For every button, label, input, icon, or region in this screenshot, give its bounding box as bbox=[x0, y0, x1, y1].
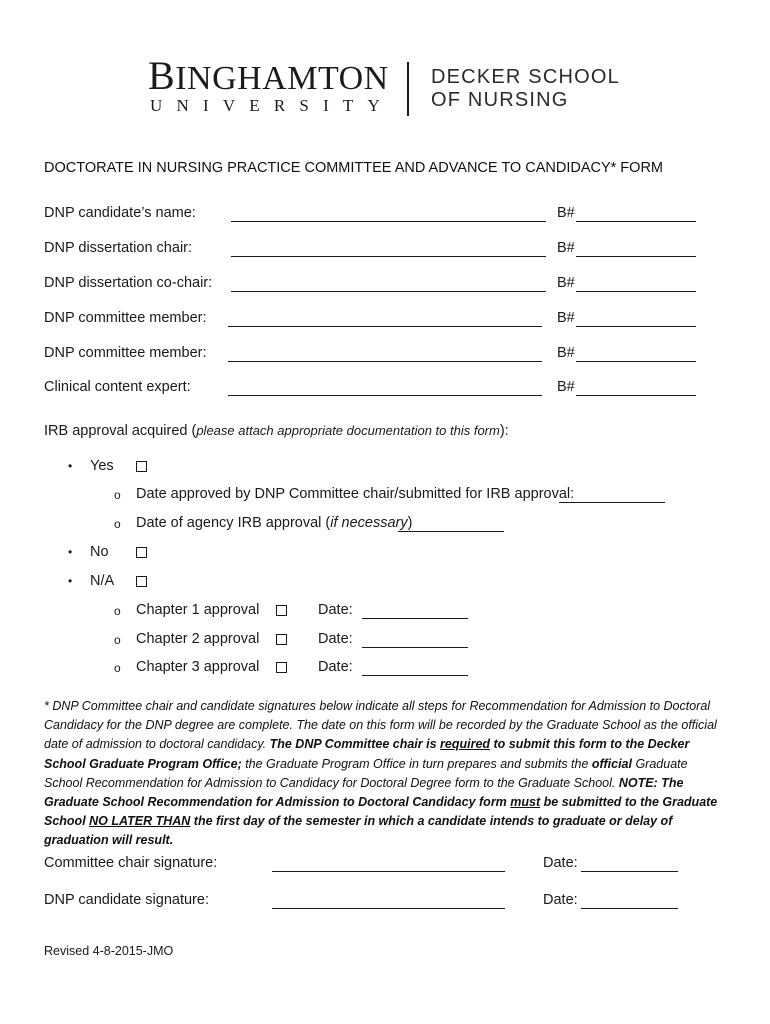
bullet-icon: • bbox=[68, 459, 73, 473]
bnum-label: B# bbox=[557, 275, 575, 291]
chapter-2-checkbox[interactable] bbox=[276, 634, 287, 645]
agency-irb-date-label: Date of agency IRB approval (if necessary) bbox=[136, 515, 413, 531]
clinical-expert-bnum-line[interactable] bbox=[576, 395, 696, 396]
sub-bullet-icon: o bbox=[114, 604, 121, 618]
candidate-date-line[interactable] bbox=[581, 908, 678, 909]
committee-member-2-bnum-line[interactable] bbox=[576, 361, 696, 362]
committee-member-1-bnum-line[interactable] bbox=[576, 326, 696, 327]
field-label-committee-member-1: DNP committee member: bbox=[44, 310, 207, 326]
committee-member-2-line[interactable] bbox=[228, 361, 542, 362]
candidate-bnum-line[interactable] bbox=[576, 221, 696, 222]
option-no-label: No bbox=[90, 544, 109, 560]
field-label-committee-member-2: DNP committee member: bbox=[44, 345, 207, 361]
field-label-candidate-name: DNP candidate’s name: bbox=[44, 205, 196, 221]
dissertation-chair-bnum-line[interactable] bbox=[576, 256, 696, 257]
field-label-clinical-expert: Clinical content expert: bbox=[44, 379, 191, 395]
na-checkbox[interactable] bbox=[136, 576, 147, 587]
school-name: DECKER SCHOOL OF NURSING bbox=[431, 66, 620, 111]
bullet-icon: • bbox=[68, 545, 73, 559]
bnum-label: B# bbox=[557, 240, 575, 256]
option-na-label: N/A bbox=[90, 573, 115, 589]
irb-heading: IRB approval acquired (please attach appropriate documentation to this form): bbox=[44, 423, 509, 439]
bnum-label: B# bbox=[557, 379, 575, 395]
yes-checkbox[interactable] bbox=[136, 461, 147, 472]
chapter-3-date-line[interactable] bbox=[362, 675, 468, 676]
candidate-name-line[interactable] bbox=[231, 221, 546, 222]
university-logo-name: BINGHAMTON bbox=[148, 53, 389, 98]
bullet-icon: • bbox=[68, 574, 73, 588]
committee-chair-date-line[interactable] bbox=[581, 871, 678, 872]
chapter-2-label: Chapter 2 approval bbox=[136, 631, 260, 647]
chapter-1-checkbox[interactable] bbox=[276, 605, 287, 616]
chapter-1-date-line[interactable] bbox=[362, 618, 468, 619]
date-approved-line[interactable] bbox=[559, 502, 665, 503]
candidacy-note: * DNP Committee chair and candidate signatures below indicate all steps for Recommendation for Admission to Doctoral Candidacy for the DNP degree are complete. The date on this form will be recorded by the Graduate School as the official date of admission to doctoral candidacy. The DNP Committee chair is required to submit this form to the Decker School Graduate Program Office; the Graduate Program Office in turn prepares and submits the official Graduate School Recommendation for Admission to Candidacy for Doctoral Degree form to the Graduate School. NOTE: The Graduate School Recommendation for Admission to Doctoral Candidacy form must be submitted to the Graduate School NO LATER THAN the first day of the semester in which a candidate intends to graduate or delay of graduation will result. bbox=[44, 699, 718, 848]
committee-member-1-line[interactable] bbox=[228, 326, 542, 327]
dissertation-chair-line[interactable] bbox=[231, 256, 546, 257]
bnum-label: B# bbox=[557, 345, 575, 361]
sub-bullet-icon: o bbox=[114, 661, 121, 675]
chapter-3-label: Chapter 3 approval bbox=[136, 659, 260, 675]
bnum-label: B# bbox=[557, 310, 575, 326]
sub-bullet-icon: o bbox=[114, 633, 121, 647]
university-logo-subtitle: UNIVERSITY bbox=[150, 96, 394, 115]
sub-bullet-icon: o bbox=[114, 488, 121, 502]
option-yes-label: Yes bbox=[90, 458, 114, 474]
dissertation-cochair-bnum-line[interactable] bbox=[576, 291, 696, 292]
chapter-1-label: Chapter 1 approval bbox=[136, 602, 260, 618]
no-checkbox[interactable] bbox=[136, 547, 147, 558]
field-label-dissertation-cochair: DNP dissertation co-chair: bbox=[44, 275, 213, 291]
sub-bullet-icon: o bbox=[114, 517, 121, 531]
committee-chair-signature-label: Committee chair signature: bbox=[44, 855, 218, 871]
chapter-2-date-label: Date: bbox=[318, 631, 353, 647]
chapter-2-date-line[interactable] bbox=[362, 647, 468, 648]
revision-footer: Revised 4-8-2015-JMO bbox=[44, 944, 174, 958]
logo-divider bbox=[407, 62, 409, 116]
committee-chair-date-label: Date: bbox=[543, 855, 578, 871]
clinical-expert-line[interactable] bbox=[228, 395, 542, 396]
candidate-signature-label: DNP candidate signature: bbox=[44, 892, 209, 908]
dissertation-cochair-line[interactable] bbox=[231, 291, 546, 292]
chapter-3-checkbox[interactable] bbox=[276, 662, 287, 673]
date-approved-label: Date approved by DNP Committee chair/submitted for IRB approval: bbox=[136, 486, 575, 502]
agency-irb-date-line[interactable] bbox=[398, 531, 504, 532]
chapter-3-date-label: Date: bbox=[318, 659, 353, 675]
chapter-1-date-label: Date: bbox=[318, 602, 353, 618]
candidate-signature-line[interactable] bbox=[272, 908, 505, 909]
field-label-dissertation-chair: DNP dissertation chair: bbox=[44, 240, 193, 256]
bnum-label: B# bbox=[557, 205, 575, 221]
form-title: DOCTORATE IN NURSING PRACTICE COMMITTEE AND ADVANCE TO CANDIDACY* FORM bbox=[44, 160, 663, 176]
candidate-date-label: Date: bbox=[543, 892, 578, 908]
committee-chair-signature-line[interactable] bbox=[272, 871, 505, 872]
